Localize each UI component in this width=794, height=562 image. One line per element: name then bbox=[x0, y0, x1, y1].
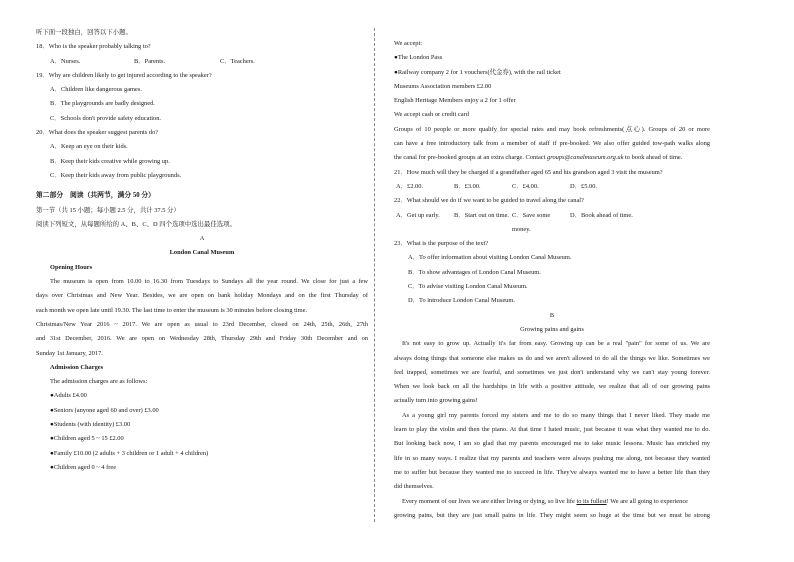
q18-stem: 18．Who is the speaker probably talking to? bbox=[36, 43, 151, 51]
b-para2-line5: me to suffer but because they wanted me to succeed in life. They've always wanted me to have a better life than they bbox=[394, 468, 710, 476]
b-para3-start: Every moment of our lives we are either living or dying, so live life bbox=[402, 497, 577, 505]
q18-options bbox=[36, 55, 368, 69]
opening-line-2: days over Christmas and New Year. Besides, we are open on bank holiday Mondays and on the first Thursday of bbox=[36, 292, 368, 300]
q23-option-c: C．To advise visiting London Canal Museum. bbox=[408, 283, 528, 291]
b-para3-line1 bbox=[394, 495, 710, 509]
accept-london-pass: ●The London Pass bbox=[394, 54, 443, 62]
charge-family: ●Family £10.00 (2 adults + 3 children or 1 adult + 4 children) bbox=[50, 449, 209, 457]
q18-option-b: B．Parents. bbox=[134, 57, 166, 65]
groups-email: groups@canalmuseum.org.uk bbox=[547, 154, 624, 162]
q19-stem: 19．Why are children likely to get injured according to the speaker? bbox=[36, 71, 212, 79]
section-one-heading: 第一节（共 15 小题；每小题 2.5 分，共计 37.5 分） bbox=[36, 206, 180, 214]
accept-cash: We accept cash or credit card bbox=[394, 111, 469, 119]
q22-options bbox=[394, 209, 710, 238]
b-para2-line2: learn to play the violin and then the piano. At that time I hated music, just because it was what they wanted me to do. bbox=[394, 426, 710, 434]
b-para2-line6: did themselves. bbox=[394, 483, 434, 491]
groups-line-3 bbox=[394, 151, 710, 165]
christmas-line-2: and 31st December, 2016. We are open on Wednesday 28th, Thursday 29th and Friday 30th December and on bbox=[36, 335, 368, 343]
b-para2-line1: As a young girl my parents forced my sisters and me to do so many things that I never liked. They made me bbox=[402, 411, 710, 419]
b-para1-line2: always doing things that someone else makes us do and we aren't allowed to do all the things we like. Sometimes we bbox=[394, 354, 710, 362]
b-para3-underlined-phrase: to its fullest bbox=[576, 497, 607, 505]
q20-option-c: C．Keep their kids away from public playgrounds. bbox=[50, 171, 182, 179]
b-para2-line4: life in so many ways. I realize that my parents and teachers were always pushing me along, not because they wanted bbox=[394, 454, 710, 462]
column-divider bbox=[374, 28, 375, 522]
b-para2-line3: But looking back now, I am so glad that my parents encouraged me to take music lessons. Music has enriched my bbox=[394, 440, 710, 448]
q22-option-b: B．Start out on time. bbox=[454, 211, 510, 219]
charge-adults: ●Adults £4.00 bbox=[50, 392, 87, 400]
q21-options bbox=[394, 180, 710, 194]
passage-b-letter: B bbox=[549, 311, 555, 319]
opening-line-3: each month we open late until 19.30. The last time to enter the museum is 30 minutes before closing time. bbox=[36, 306, 308, 314]
admission-intro: The admission charges are as follows: bbox=[50, 378, 148, 386]
charge-students: ●Students (with identity) £3.00 bbox=[50, 421, 131, 429]
christmas-line-3: Sunday 1st January, 2017. bbox=[36, 349, 103, 357]
passage-a-title: London Canal Museum bbox=[169, 249, 235, 257]
q23-option-d: D．To introduce London Canal Museum. bbox=[408, 297, 515, 305]
q23-option-b: B．To show advantages of London Canal Museum. bbox=[408, 268, 541, 276]
admission-heading: Admission Charges bbox=[50, 363, 104, 371]
b-para3-line2: growing pains, but they are just small pains in life. They might seem so huge at the time but we must be strong bbox=[394, 511, 710, 519]
groups-line-2: can have a free introductory talk from a member of staff if pre-booked. We also offer guided tow-path walks along bbox=[394, 140, 710, 148]
b-para1-line4: When we look back on all the hardships in life with a positive attitude, we realize that all of our growing pains bbox=[394, 383, 710, 391]
q18-option-a: A．Nurses. bbox=[50, 57, 81, 65]
q21-option-a: A．£2.00. bbox=[396, 182, 423, 190]
charge-seniors: ●Seniors (anyone aged 60 and over) £3.00 bbox=[50, 406, 159, 414]
charge-children: ●Children aged 5 ~ 15 £2.00 bbox=[50, 435, 124, 443]
q20-option-a: A．Keep an eye on their kids. bbox=[50, 143, 128, 151]
accept-english-heritage: English Heritage Members enjoy a 2 for 1 offer bbox=[394, 97, 516, 105]
q19-option-c: C．Schools don't provide safety education. bbox=[50, 114, 162, 122]
q22-stem: 22．What should we do if we want to be guided to travel along the canal? bbox=[394, 197, 584, 205]
we-accept: We accept: bbox=[394, 40, 423, 47]
q23-option-a: A．To offer information about visiting London Canal Museum. bbox=[408, 254, 572, 262]
opening-line-1: The museum is open from 10.00 to 16.30 from Tuesdays to Sundays all the year round. We close for just a few bbox=[50, 278, 368, 286]
right-column bbox=[394, 0, 710, 523]
q21-option-b: B．£3.00. bbox=[454, 182, 481, 190]
b-para1-line5: actually turn into growing gains! bbox=[394, 397, 478, 405]
q22-option-d: D．Book ahead of time. bbox=[570, 211, 633, 219]
q22-option-c: C．Save some money. bbox=[512, 211, 551, 233]
q21-option-c: C．£4.00. bbox=[512, 182, 539, 190]
q18-option-c: C．Teachers. bbox=[220, 57, 255, 65]
opening-hours-heading: Opening Hours bbox=[50, 263, 93, 271]
groups-line-3-end: to book ahead of time. bbox=[623, 154, 683, 162]
christmas-line-1: Christmas/New Year 2016 ~ 2017. We are open as usual to 23rd December, closed on 24th, 25th, 26th, 27th bbox=[36, 320, 368, 328]
passage-b-title: Growing pains and gains bbox=[520, 325, 584, 333]
passage-a-letter: A bbox=[199, 235, 205, 243]
q19-option-b: B．The playgrounds are badly designed. bbox=[50, 100, 155, 108]
q22-option-a: A．Get up early. bbox=[396, 211, 440, 219]
q21-option-d: D．£5.00. bbox=[570, 182, 597, 190]
charge-infants: ●Children aged 0 ~ 4 free bbox=[50, 463, 117, 471]
groups-line-3-start: the canal for pre-booked groups at an extra charge. Contact bbox=[394, 154, 548, 162]
b-para3-end: ! We are all going to experience bbox=[606, 497, 688, 505]
accept-museums-association: Museums Association members £2.00 bbox=[394, 82, 492, 90]
q19-option-a: A．Children like dangerous games. bbox=[50, 86, 142, 94]
left-column bbox=[36, 0, 368, 475]
groups-line-1: Groups of 10 people or more qualify for special rates and may book refreshments(点心). Groups of 20 or more bbox=[394, 125, 710, 133]
reading-instruction: 阅读下列短文，从每题所给的 A、B、C、D 四个选项中选出最佳选项。 bbox=[36, 220, 236, 228]
listening-instruction: 听下面一段独白，回答以下小题。 bbox=[36, 29, 132, 36]
q21-stem: 21．How much will they be charged if a grandfather aged 65 and his grandson aged 3 visit the museum? bbox=[394, 168, 663, 176]
q20-stem: 20．What does the speaker suggest parents do? bbox=[36, 129, 159, 137]
part-two-heading: 第二部分 阅读（共两节，满分 50 分） bbox=[36, 192, 155, 200]
accept-railway: ●Railway company 2 for 1 vouchers(代金券), with the rail ticket bbox=[394, 68, 561, 76]
b-para1-line1: It's not easy to grow up. Actually it's far from easy. Growing up can be a real "pain" for some of us. We are bbox=[402, 340, 710, 348]
q23-stem: 23．What is the purpose of the text? bbox=[394, 240, 489, 248]
b-para1-line3: feel trapped, sometimes we are fearful, and sometimes we just don't understand why we can't stay young forever. bbox=[394, 368, 710, 376]
q20-option-b: B．Keep their kids creative while growing up. bbox=[50, 157, 170, 165]
